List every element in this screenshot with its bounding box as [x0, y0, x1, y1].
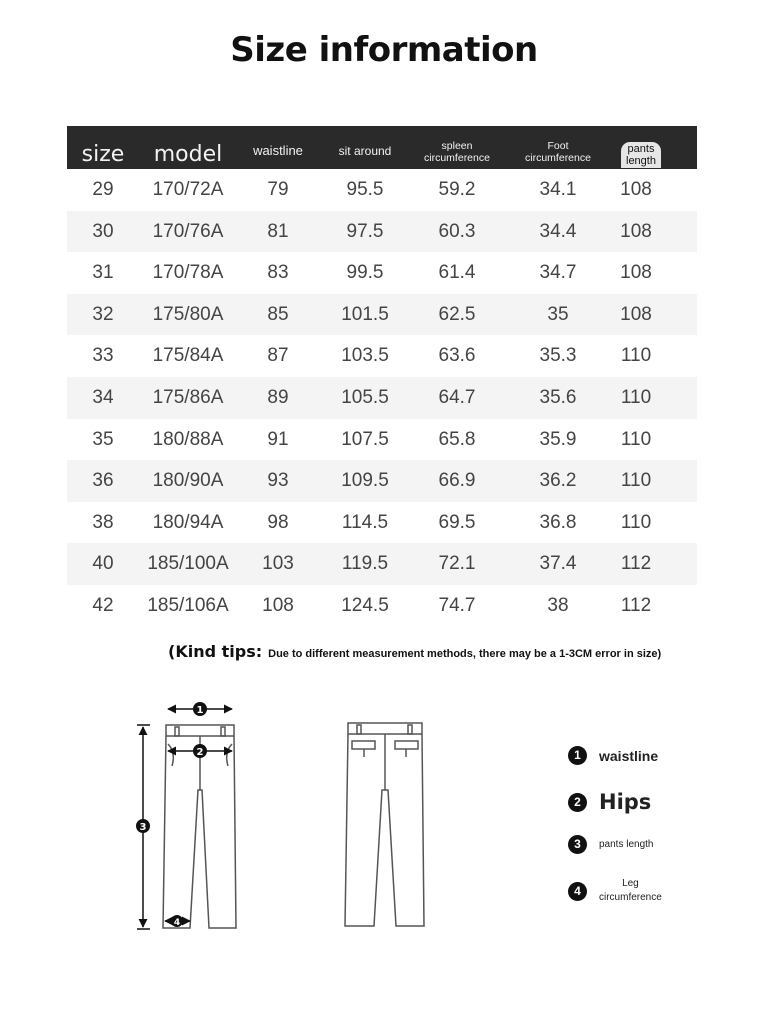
marker-3: 3	[139, 822, 147, 833]
header-size: size	[81, 141, 125, 167]
table-cell: 34.4	[539, 220, 577, 242]
header-spleen-line2: circumference	[424, 151, 490, 164]
table-cell: 36	[92, 470, 114, 492]
tips-label: (Kind tips:	[168, 642, 263, 661]
table-cell: 180/94A	[152, 511, 224, 533]
table-cell: 33	[92, 345, 114, 367]
back-loop-right	[408, 725, 412, 734]
table-cell: 110	[620, 470, 652, 492]
table-cell: 59.2	[438, 179, 476, 200]
legend-number: 1	[568, 746, 587, 765]
table-cell: 65.8	[438, 428, 476, 450]
table-cell: 170/78A	[152, 262, 224, 284]
table-cell: 112	[620, 553, 652, 575]
belt-loop-right	[221, 727, 225, 736]
legend-item-waistline	[568, 746, 658, 765]
table-cell: 37.4	[539, 553, 577, 575]
table-cell: 105.5	[341, 386, 389, 408]
table-cell: 110	[620, 428, 652, 450]
legend-number: 3	[568, 835, 587, 854]
table-cell: 93	[267, 470, 289, 492]
table-cell: 185/106A	[147, 594, 229, 616]
table-cell: 110	[620, 345, 652, 367]
table-cell: 29	[92, 179, 114, 200]
legend-label-line2: circumference	[599, 892, 662, 903]
header-pants-line1: pants	[627, 142, 655, 155]
legend-label	[599, 877, 662, 905]
header-sit-around: sit around	[338, 144, 392, 159]
legend-label: Hips	[599, 790, 652, 814]
tips-text: Due to different measurement methods, there may be a 1-3CM error in size)	[268, 648, 662, 660]
table-cell: 99.5	[346, 262, 384, 284]
table-cell: 34.7	[539, 262, 577, 284]
table-cell: 69.5	[438, 511, 476, 533]
table-cell: 38	[92, 511, 114, 533]
table-cell: 119.5	[341, 553, 389, 575]
table-cell: 180/90A	[152, 470, 224, 492]
table-cell: 34	[92, 386, 114, 408]
table-cell: 35.3	[539, 345, 577, 367]
table-cell: 81	[267, 220, 289, 242]
header-pants-line2: length	[626, 155, 656, 168]
table-cell: 35	[547, 303, 569, 325]
table-cell: 98	[267, 511, 289, 533]
table-cell: 31	[92, 262, 114, 284]
marker-4: 4	[173, 918, 181, 928]
table-cell: 35.9	[539, 428, 577, 450]
table-cell: 38	[547, 594, 569, 616]
table-cell: 108	[262, 594, 294, 616]
table-cell: 89	[267, 386, 289, 408]
table-cell: 40	[92, 553, 114, 575]
header-model: model	[153, 141, 223, 167]
table-cell: 35.6	[539, 386, 577, 408]
table-cell: 175/84A	[152, 345, 224, 367]
table-cell: 108	[620, 220, 652, 242]
table-cell: 109.5	[341, 470, 389, 492]
table-cell: 101.5	[341, 303, 389, 325]
table-cell: 35	[92, 428, 114, 450]
header-waistline: waistline	[253, 143, 303, 159]
table-cell: 170/76A	[152, 220, 224, 242]
table-cell: 61.4	[438, 262, 476, 284]
table-cell: 74.7	[438, 594, 476, 616]
table-cell: 34.1	[539, 179, 577, 200]
table-cell: 91	[267, 428, 289, 450]
table-cell: 87	[267, 345, 289, 367]
table-cell: 103	[262, 553, 294, 575]
table-cell: 170/72A	[152, 179, 224, 200]
table-cell: 175/86A	[152, 386, 224, 408]
legend-item-leg-circumference	[568, 877, 662, 905]
page-title: Size information	[230, 30, 538, 70]
legend-label: waistline	[599, 747, 659, 764]
header-spleen-line1: spleen	[441, 139, 473, 152]
table-cell: 62.5	[438, 303, 476, 325]
back-pants-drawing	[345, 723, 424, 926]
table-cell: 108	[620, 303, 652, 325]
back-pocket-right	[395, 741, 418, 749]
legend-number: 4	[568, 882, 587, 901]
table-cell: 114.5	[341, 511, 389, 533]
table-cell: 64.7	[438, 386, 476, 408]
front-pocket-right	[227, 744, 232, 766]
legend-item-pants-length	[568, 835, 654, 854]
table-cell: 180/88A	[152, 428, 224, 450]
front-pocket-left	[168, 744, 173, 766]
table-cell: 32	[92, 303, 114, 325]
table-cell: 97.5	[346, 220, 384, 242]
table-cell: 108	[620, 179, 652, 200]
marker-2: 2	[196, 747, 204, 758]
table-cell: 63.6	[438, 345, 476, 367]
table-cell: 60.3	[438, 220, 476, 242]
table-cell: 66.9	[438, 470, 476, 492]
table-cell: 72.1	[438, 553, 476, 575]
table-cell: 36.2	[539, 470, 577, 492]
back-pocket-left	[352, 741, 375, 749]
table-cell: 124.5	[341, 594, 389, 616]
table-cell: 175/80A	[152, 303, 224, 325]
legend-number: 2	[568, 793, 587, 812]
legend-item-hips	[568, 790, 651, 814]
marker-1: 1	[196, 705, 204, 716]
back-loop-left	[357, 725, 361, 734]
legend-label-line1: Leg	[622, 878, 639, 889]
table-cell: 108	[620, 262, 652, 284]
table-cell: 185/100A	[147, 553, 229, 575]
table-cell: 30	[92, 220, 114, 242]
table-cell: 95.5	[346, 179, 384, 200]
table-cell: 112	[620, 594, 652, 616]
belt-loop-left	[175, 727, 179, 736]
table-cell: 103.5	[341, 345, 389, 367]
table-cell: 110	[620, 386, 652, 408]
header-foot-line2: circumference	[525, 151, 591, 164]
header-foot-line1: Foot	[547, 139, 569, 152]
table-cell: 42	[92, 594, 114, 616]
table-cell: 107.5	[341, 428, 389, 450]
table-cell: 110	[620, 511, 652, 533]
table-cell: 36.8	[539, 511, 577, 533]
table-cell: 79	[267, 179, 289, 200]
table-cell: 85	[267, 303, 289, 325]
table-cell: 83	[267, 262, 289, 284]
legend-label: pants length	[599, 839, 654, 850]
